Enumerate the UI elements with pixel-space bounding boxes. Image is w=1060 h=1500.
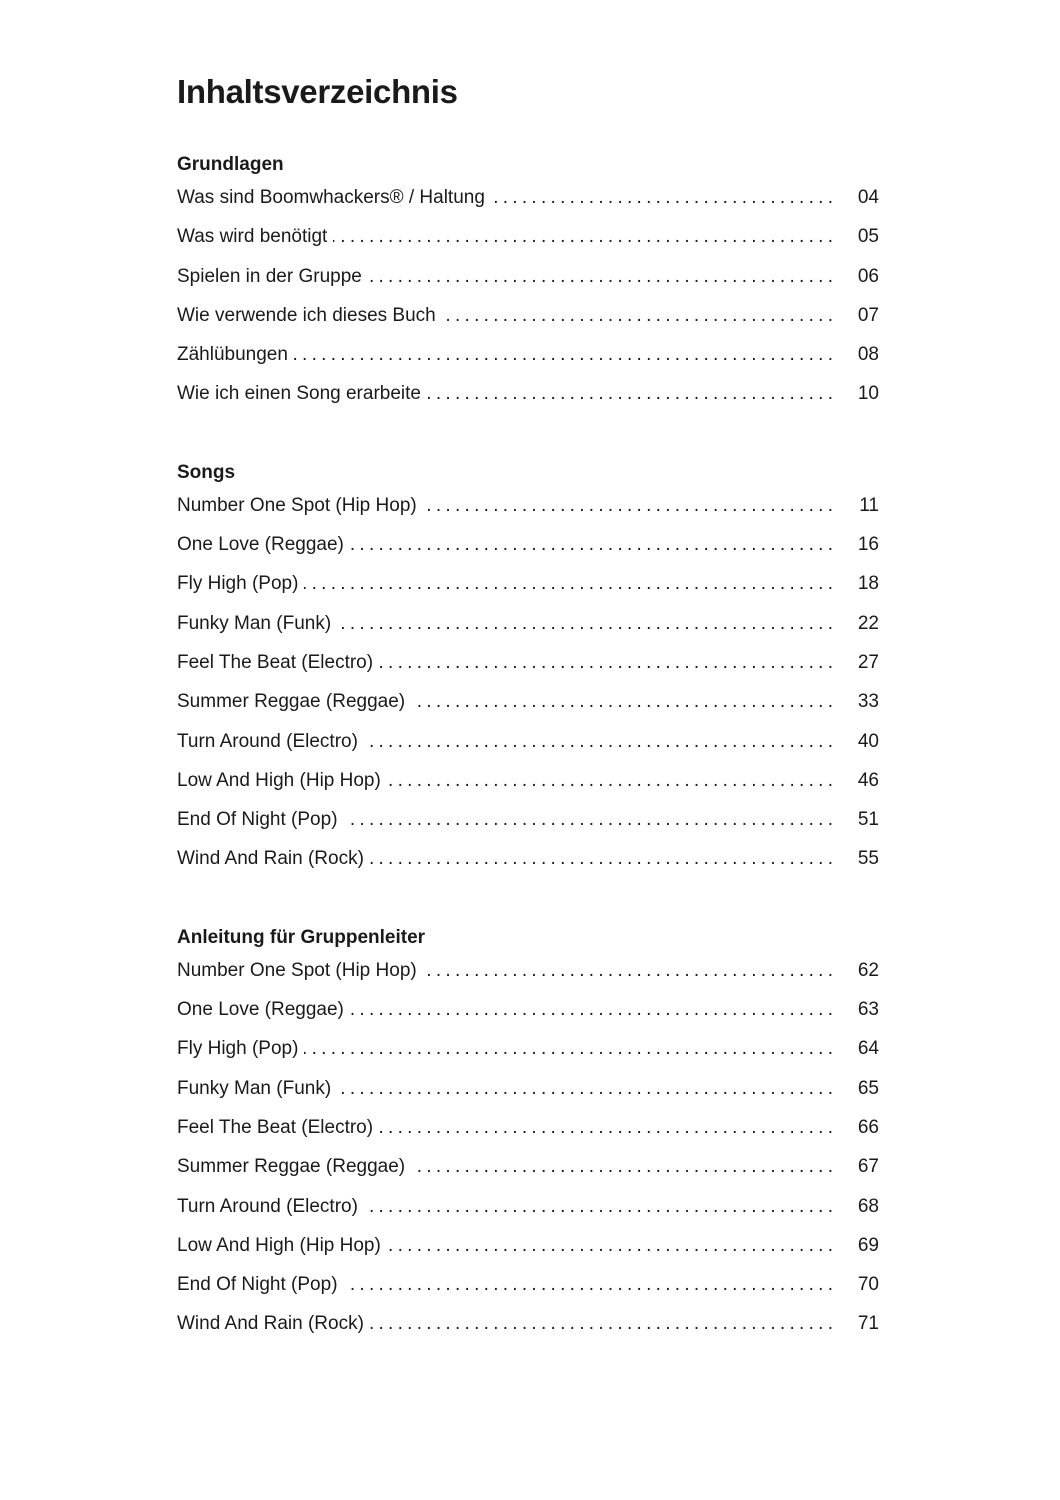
- toc-entry: [177, 650, 879, 689]
- toc-entry-page-number: 62: [857, 959, 879, 981]
- dot-leader: [379, 1115, 833, 1141]
- toc-entry-label: Summer Reggae (Reggae): [177, 691, 406, 713]
- toc-entry: [177, 1036, 879, 1075]
- toc-entry: [177, 768, 879, 807]
- dot-leader: [304, 571, 833, 597]
- toc-entry: [177, 1272, 879, 1311]
- dot-leader: [304, 1036, 833, 1062]
- dot-leader: [370, 1311, 833, 1337]
- toc-entry-page-number: 16: [857, 534, 879, 556]
- toc-entry-page-number: 18: [857, 573, 879, 595]
- toc-entry: [177, 1233, 879, 1272]
- toc-entry-label: Low And High (Hip Hop): [177, 1234, 381, 1256]
- dot-leader: [344, 1272, 833, 1298]
- toc-entry-label: End Of Night (Pop): [177, 809, 338, 831]
- dot-leader: [411, 689, 833, 715]
- toc-entry: [177, 571, 879, 610]
- toc-entry-page-number: 22: [857, 612, 879, 634]
- dot-leader: [364, 729, 833, 755]
- dot-leader: [337, 1076, 833, 1102]
- toc-entry-page-number: 70: [857, 1274, 879, 1296]
- toc-entry: [177, 303, 879, 342]
- dot-leader: [411, 1154, 833, 1180]
- toc-entry-label: Number One Spot (Hip Hop): [177, 959, 417, 981]
- dot-leader: [387, 768, 833, 794]
- toc-entry: [177, 729, 879, 768]
- toc-entry: [177, 1154, 879, 1193]
- toc-entry-label: Zählübungen: [177, 344, 288, 366]
- toc-entry: [177, 1311, 879, 1350]
- toc-entry-page-number: 64: [857, 1038, 879, 1060]
- toc-entry-page-number: 51: [857, 809, 879, 831]
- toc-entry-page-number: 08: [857, 344, 879, 366]
- toc-entry: [177, 1115, 879, 1154]
- dot-leader: [491, 185, 833, 211]
- dot-leader: [337, 611, 833, 637]
- toc-entry: [177, 342, 879, 381]
- dot-leader: [387, 1233, 833, 1259]
- dot-leader: [364, 1194, 833, 1220]
- dot-leader: [442, 303, 833, 329]
- toc-entry-label: Turn Around (Electro): [177, 1195, 358, 1217]
- toc-section: [177, 152, 1060, 421]
- toc-entry-label: Spielen in der Gruppe: [177, 265, 362, 287]
- section-heading: Songs: [177, 461, 236, 483]
- toc-entry-page-number: 71: [857, 1313, 879, 1335]
- toc-entry-page-number: 33: [857, 691, 879, 713]
- dot-leader: [423, 493, 833, 519]
- section-heading: Anleitung für Gruppenleiter: [177, 926, 426, 948]
- toc-entry-page-number: 06: [857, 265, 879, 287]
- page-title: Inhaltsverzeichnis: [177, 73, 458, 110]
- dot-leader: [333, 224, 833, 250]
- toc-entry-page-number: 68: [857, 1195, 879, 1217]
- toc-entry-label: Feel The Beat (Electro): [177, 1116, 374, 1138]
- toc-entry: [177, 381, 879, 420]
- toc-entry: [177, 224, 879, 263]
- toc-entry-page-number: 05: [857, 226, 879, 248]
- toc-entry-label: Wind And Rain (Rock): [177, 848, 364, 870]
- dot-leader: [427, 381, 833, 407]
- toc-entry-page-number: 46: [857, 769, 879, 791]
- toc-entry-label: Number One Spot (Hip Hop): [177, 494, 417, 516]
- toc-entry-page-number: 40: [857, 730, 879, 752]
- toc-entry: [177, 846, 879, 885]
- toc-entry: [177, 264, 879, 303]
- section-heading: Grundlagen: [177, 154, 284, 175]
- toc-entry: [177, 689, 879, 728]
- toc-entry-label: Wie ich einen Song erarbeite: [177, 383, 421, 405]
- dot-leader: [350, 532, 833, 558]
- toc-entry-label: One Love (Reggae): [177, 534, 344, 556]
- toc-entry: [177, 1194, 879, 1233]
- toc-list: [177, 958, 879, 1351]
- toc-entry-page-number: 65: [857, 1077, 879, 1099]
- toc-entry: [177, 997, 879, 1036]
- toc-entry-label: Summer Reggae (Reggae): [177, 1156, 406, 1178]
- toc-entry-page-number: 55: [857, 848, 879, 870]
- toc-entry: [177, 611, 879, 650]
- toc-list: [177, 185, 879, 421]
- toc-entry-page-number: 11: [859, 494, 879, 516]
- toc-entry-page-number: 67: [857, 1156, 879, 1178]
- toc-entry-label: Wie verwende ich dieses Buch: [177, 304, 436, 326]
- toc-entry-page-number: 27: [857, 651, 879, 673]
- toc-entry-page-number: 69: [857, 1234, 879, 1256]
- toc-entry-label: Funky Man (Funk): [177, 1077, 332, 1099]
- dot-leader: [379, 650, 833, 676]
- toc-section: [177, 925, 1060, 1351]
- dot-leader: [370, 846, 833, 872]
- toc-entry-label: Feel The Beat (Electro): [177, 651, 374, 673]
- toc-entry-label: Fly High (Pop): [177, 573, 299, 595]
- dot-leader: [344, 807, 833, 833]
- toc-entry: [177, 807, 879, 846]
- toc-entry-label: Low And High (Hip Hop): [177, 769, 381, 791]
- toc-entry-label: Funky Man (Funk): [177, 612, 332, 634]
- toc-entry-label: Was sind Boomwhackers® / Haltung: [177, 187, 485, 208]
- toc-entry-page-number: 04: [857, 187, 879, 208]
- toc-entry-page-number: 66: [857, 1116, 879, 1138]
- toc-entry: [177, 532, 879, 571]
- dot-leader: [294, 342, 833, 368]
- toc-entry-page-number: 07: [857, 304, 879, 326]
- toc-entry: [177, 493, 879, 532]
- toc-entry: [177, 185, 879, 224]
- table-of-contents: [177, 152, 1060, 1351]
- toc-entry-label: Wind And Rain (Rock): [177, 1313, 364, 1335]
- dot-leader: [423, 958, 833, 984]
- toc-entry-page-number: 10: [857, 383, 879, 405]
- toc-entry-label: One Love (Reggae): [177, 999, 344, 1021]
- toc-section: [177, 460, 1060, 886]
- toc-entry-label: Was wird benötigt: [177, 226, 328, 248]
- toc-entry: [177, 1076, 879, 1115]
- toc-entry-label: Fly High (Pop): [177, 1038, 299, 1060]
- dot-leader: [350, 997, 833, 1023]
- toc-entry-label: Turn Around (Electro): [177, 730, 358, 752]
- toc-list: [177, 493, 879, 886]
- toc-entry-label: End Of Night (Pop): [177, 1274, 338, 1296]
- toc-entry: [177, 958, 879, 997]
- toc-entry-page-number: 63: [857, 999, 879, 1021]
- dot-leader: [368, 264, 833, 290]
